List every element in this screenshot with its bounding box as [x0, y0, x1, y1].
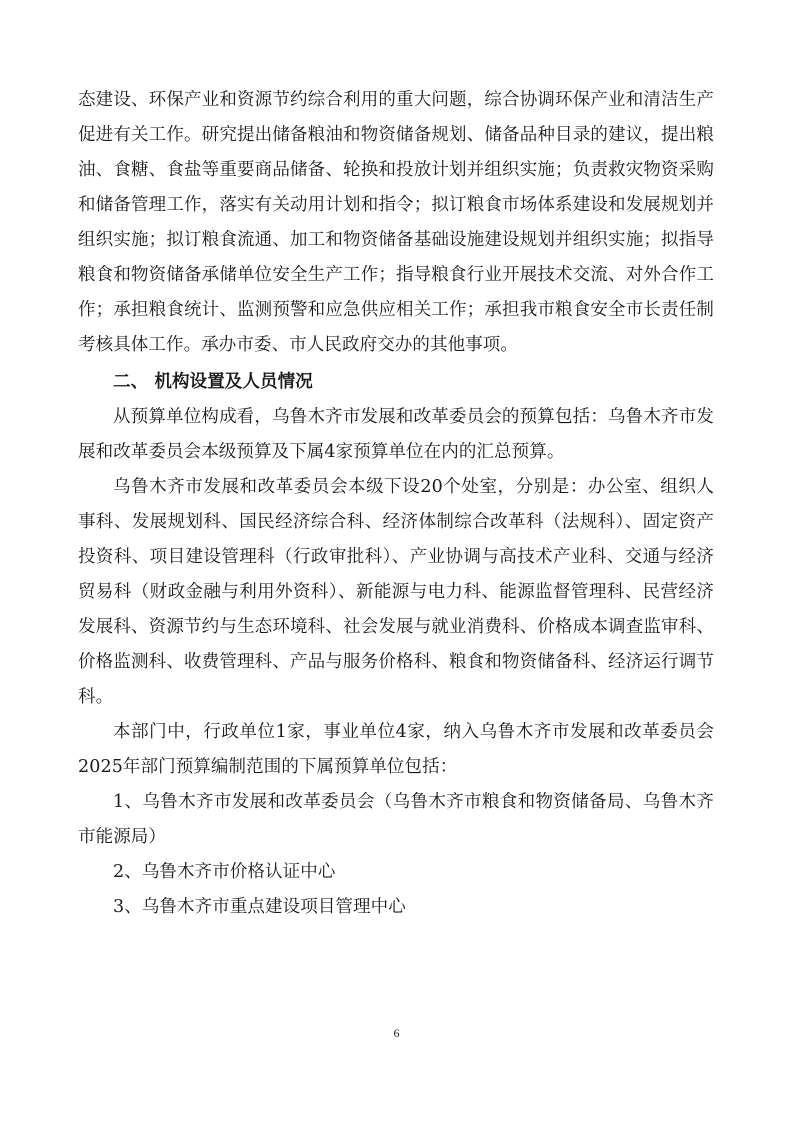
paragraph-continuation: 态建设、环保产业和资源节约综合利用的重大问题，综合协调环保产业和清洁生产促进有关工作。研究提出储备粮油和物资储备规划、储备品种目录的建议，提出粮油、食糖、食盐等重要商品储备、轮换和投放计划并组织实施；负责救灾物资采购和储备管理工作，落实有关动用计划和指令；拟订粮食市场体系建设和发展规划并组织实施；拟订粮食流通、加工和物资储备基础设施建设规划并组织实施；拟指导粮食和物资储备承储单位安全生产工作；指导粮食行业开展技术交流、对外合作工作；承担粮食统计、监测预警和应急供应相关工作；承担我市粮食安全市长责任制考核具体工作。承办市委、市人民政府交办的其他事项。 — [78, 90, 714, 355]
list-item-unit-3: 3、乌鲁木齐市重点建设项目管理中心 — [113, 897, 406, 917]
list-item-unit-1: 1、乌鲁木齐市发展和改革委员会（乌鲁木齐市粮食和物资储备局、乌鲁木齐市能源局） — [78, 792, 714, 847]
paragraph-budget-composition: 从预算单位构成看，乌鲁木齐市发展和改革委员会的预算包括：乌鲁木齐市发展和改革委员会本级预算及下属4家预算单位在内的汇总预算。 — [78, 407, 714, 462]
list-item-unit-2: 2、乌鲁木齐市价格认证中心 — [113, 862, 336, 882]
document-body — [78, 83, 714, 925]
page-number: 6 — [393, 1026, 400, 1040]
paragraph-divisions: 乌鲁木齐市发展和改革委员会本级下设20个处室，分别是：办公室、组织人事科、发展规划科、国民经济综合科、经济体制综合改革科（法规科）、固定资产投资科、项目建设管理科（行政审批科）、产业协调与高技术产业科、交通与经济贸易科（财政金融与利用外资科）、新能源与电力科、能源监督管理科、民营经济发展科、资源节约与生态环境科、社会发展与就业消费科、价格成本调查监审科、价格监测科、收费管理科、产品与服务价格科、粮食和物资储备科、经济运行调节科。 — [78, 477, 714, 707]
paragraph-units-intro: 本部门中，行政单位1家，事业单位4家，纳入乌鲁木齐市发展和改革委员会2025年部门预算编制范围的下属预算单位包括： — [78, 722, 714, 777]
section-heading: 二、 机构设置及人员情况 — [113, 372, 313, 392]
